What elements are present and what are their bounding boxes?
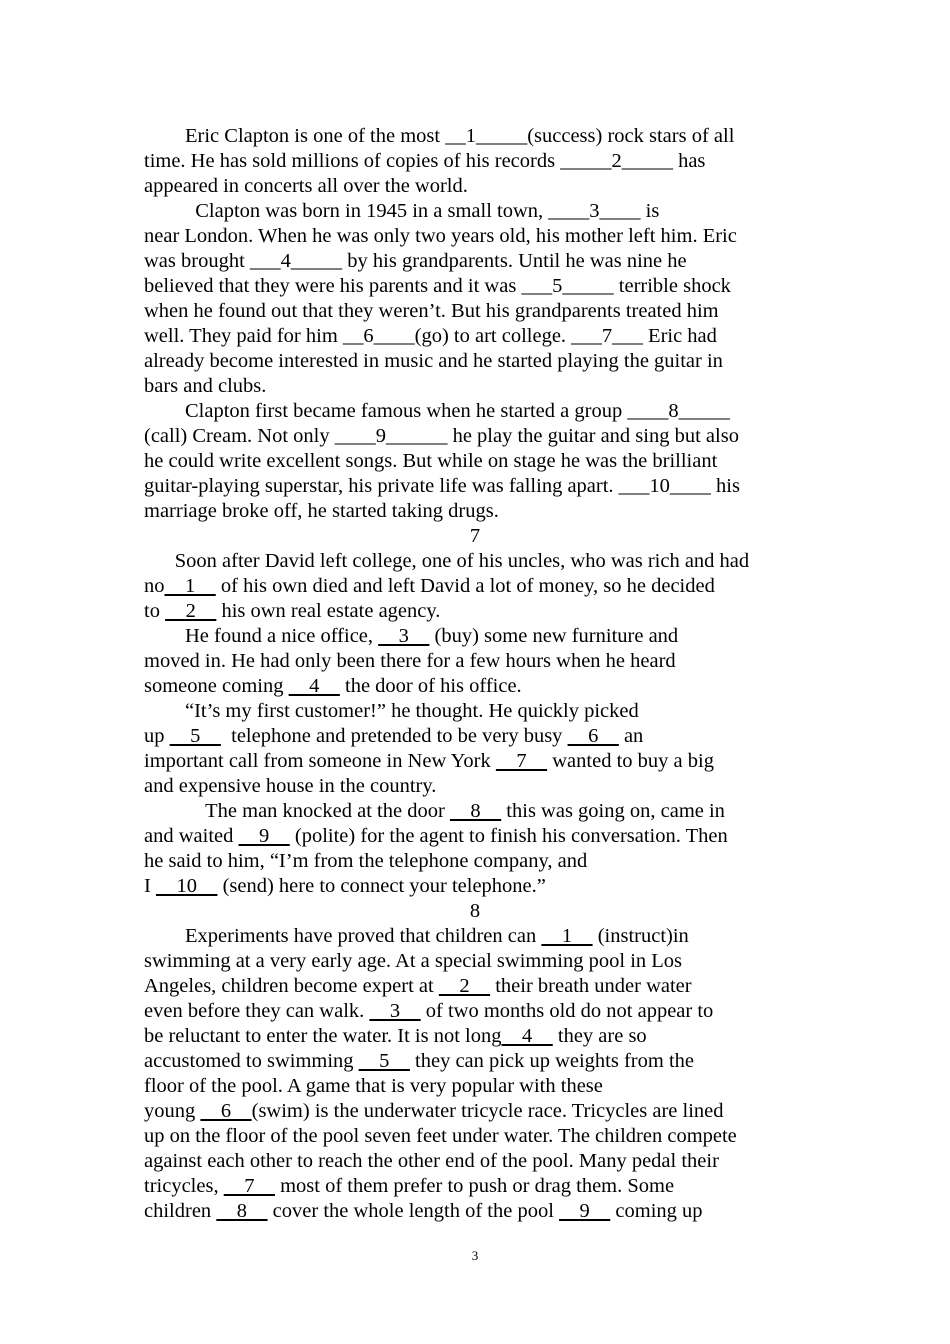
text-segment: he could write excellent songs. But while on stage he was the brilliant [144,450,718,472]
text-line [144,299,806,324]
text-segment: when he found out that they weren’t. But his grandparents treated him [144,300,719,322]
text-segment: this was going on, came in [501,800,725,822]
blank-number: 3 [369,1000,421,1022]
blank-number: 3 [378,625,430,647]
text-line [144,874,806,899]
document-text [144,124,806,1224]
text-line [144,1099,806,1124]
text-segment: believed that they were his parents and it was ___5_____ terrible shock [144,275,731,297]
text-line [144,599,806,624]
text-segment: of his own died and left David a lot of money, so he decided [215,575,715,597]
text-segment: he said to him, “I’m from the telephone company, and [144,850,588,872]
text-segment: coming up [610,1200,703,1222]
text-segment: guitar-playing superstar, his private life was falling apart. ___10____ his [144,475,740,497]
text-line [144,574,806,599]
text-line [144,1149,806,1174]
text-line [144,799,806,824]
text-segment: time. He has sold millions of copies of his records _____2_____ has [144,150,706,172]
text-segment: was brought ___4_____ by his grandparents. Until he was nine he [144,250,687,272]
text-line [144,774,806,799]
text-segment: (send) here to connect your telephone.” [217,875,546,897]
text-line [144,924,806,949]
text-segment: and expensive house in the country. [144,775,437,797]
text-segment: an [618,725,644,747]
text-line [144,174,806,199]
text-line [144,549,806,574]
text-line [144,274,806,299]
text-line [144,124,806,149]
text-segment: marriage broke off, he started taking drugs. [144,500,499,522]
blank-number: 5 [358,1050,410,1072]
blank-number: 10 [155,875,218,897]
blank-number: 8 [449,800,502,822]
page-number: 3 [471,1248,479,1263]
text-segment: The man knocked at the door [144,800,450,822]
text-segment: up on the floor of the pool seven feet under water. The children compete [144,1125,737,1147]
text-line [144,749,806,774]
text-segment: I [144,875,156,897]
blank-number: 9 [559,1200,611,1222]
text-segment: (instruct)in [592,925,689,947]
text-line [144,249,806,274]
text-segment: Clapton was born in 1945 in a small town, ____3____ is [144,200,660,222]
text-line [144,1174,806,1199]
blank-number: 7 [495,750,548,772]
blank-number: 6 [200,1100,252,1122]
text-segment: well. They paid for him __6____(go) to art college. ___7___ Eric had [144,325,717,347]
text-segment: someone coming [144,675,289,697]
text-line [144,399,806,424]
text-segment: of two months old do not appear to [420,1000,714,1022]
text-segment: (buy) some new furniture and [429,625,679,647]
blank-number: 8 [216,1200,268,1222]
text-line [144,649,806,674]
text-segment: tricycles, [144,1175,224,1197]
text-segment: near London. When he was only two years old, his mother left him. Eric [144,225,737,247]
text-line [144,499,806,524]
text-segment: their breath under water [490,975,692,997]
text-segment: appeared in concerts all over the world. [144,175,468,197]
text-segment: swimming at a very early age. At a special swimming pool in Los [144,950,683,972]
text-segment: and waited [144,825,239,847]
text-segment: most of them prefer to push or drag them. Some [274,1175,675,1197]
text-segment: (polite) for the agent to finish his conversation. Then [289,825,728,847]
text-segment: against each other to reach the other end of the pool. Many pedal their [144,1150,719,1172]
text-segment: no [144,575,165,597]
text-segment: even before they can walk. [144,1000,370,1022]
blank-number: 2 [165,600,217,622]
text-line [144,1024,806,1049]
text-line [144,674,806,699]
blank-number: 5 [169,725,221,747]
text-segment: important call from someone in New York [144,750,496,772]
text-line [144,824,806,849]
blank-number: 1 [164,575,216,597]
text-line [144,1124,806,1149]
text-segment: accustomed to swimming [144,1050,359,1072]
passage-heading: 8 [469,900,481,922]
text-segment: Angeles, children become expert at [144,975,439,997]
text-line [144,449,806,474]
text-line [144,699,806,724]
text-segment: Experiments have proved that children can [144,925,542,947]
text-segment: be reluctant to enter the water. It is not long [144,1025,502,1047]
text-segment: “It’s my first customer!” he thought. He quickly picked [144,700,639,722]
text-line [144,1074,806,1099]
blank-number: 4 [288,675,340,697]
text-line [144,999,806,1024]
blank-number: 7 [223,1175,275,1197]
text-line [144,849,806,874]
text-segment: to [144,600,166,622]
text-segment: they are so [552,1025,647,1047]
text-line [144,224,806,249]
text-line [144,474,806,499]
text-segment: floor of the pool. A game that is very popular with these [144,1075,603,1097]
passage-heading: 7 [469,525,481,547]
text-segment: up [144,725,170,747]
text-segment: bars and clubs. [144,375,267,397]
text-segment: Soon after David left college, one of his uncles, who was rich and had [144,550,750,572]
blank-number: 9 [238,825,290,847]
text-segment: young [144,1100,201,1122]
text-line [144,149,806,174]
blank-number: 2 [438,975,491,997]
text-segment: already become interested in music and he started playing the guitar in [144,350,723,372]
text-line [144,724,806,749]
text-segment: cover the whole length of the pool [267,1200,560,1222]
blank-number: 1 [541,925,593,947]
text-line [144,199,806,224]
text-segment: He found a nice office, [144,625,379,647]
blank-number: 4 [501,1025,553,1047]
text-segment: telephone and pretended to be very busy [220,725,568,747]
text-line [144,374,806,399]
text-line [144,424,806,449]
text-line [144,1049,806,1074]
text-segment: the door of his office. [339,675,522,697]
text-segment: his own real estate agency. [216,600,441,622]
blank-number: 6 [567,725,619,747]
text-segment: wanted to buy a big [547,750,714,772]
text-segment: (call) Cream. Not only ____9______ he play the guitar and sing but also [144,425,739,447]
text-line [144,624,806,649]
text-line [144,949,806,974]
text-line [144,1199,806,1224]
text-segment: they can pick up weights from the [409,1050,694,1072]
text-line [144,349,806,374]
text-segment: children [144,1200,217,1222]
text-line [144,324,806,349]
text-line [144,974,806,999]
text-segment: moved in. He had only been there for a few hours when he heard [144,650,676,672]
text-segment: Eric Clapton is one of the most __1_____(success) rock stars of all [144,125,735,147]
text-segment: Clapton first became famous when he started a group ____8_____ [144,400,730,422]
text-segment: (swim) is the underwater tricycle race. Tricycles are lined [251,1100,724,1122]
